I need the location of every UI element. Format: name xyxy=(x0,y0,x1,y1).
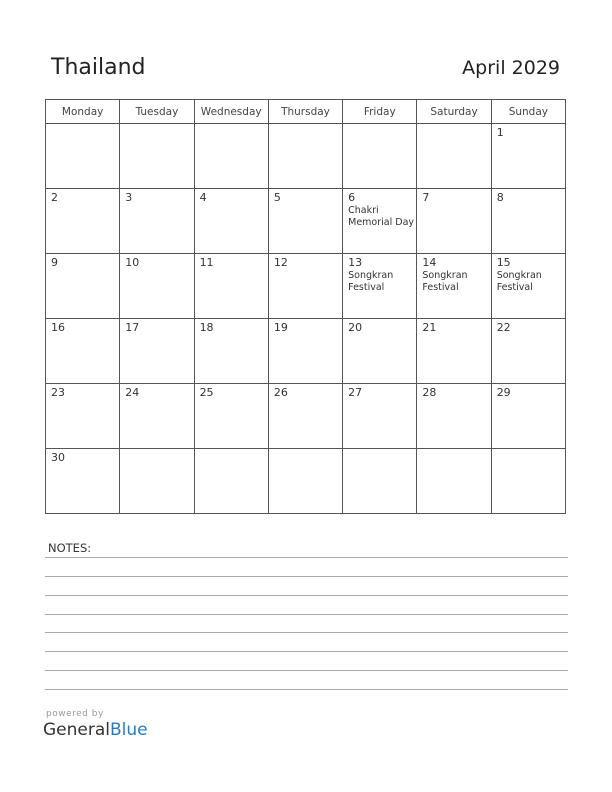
day-cell xyxy=(194,384,268,449)
day-cell xyxy=(268,384,342,449)
holiday-label: Chakri Memorial Day xyxy=(348,205,415,228)
week-row xyxy=(46,319,566,384)
day-cell xyxy=(120,319,194,384)
note-line xyxy=(45,651,568,652)
day-number: 12 xyxy=(273,256,288,269)
day-cell xyxy=(491,254,565,319)
holiday-label: Songkran Festival xyxy=(348,270,394,293)
weekday-wednesday: Wednesday xyxy=(194,100,268,124)
day-number: 3 xyxy=(125,191,133,204)
day-number: 1 xyxy=(496,126,504,139)
day-number: 6 xyxy=(348,191,356,204)
day-number: 17 xyxy=(125,321,140,334)
day-number: 13 xyxy=(348,256,363,269)
calendar-grid xyxy=(45,99,566,514)
day-number: 19 xyxy=(273,321,288,334)
week-row xyxy=(46,449,566,514)
week-row xyxy=(46,189,566,254)
day-cell xyxy=(491,449,565,514)
month-title: April 2029 xyxy=(462,57,560,79)
day-cell xyxy=(491,384,565,449)
day-cell xyxy=(268,449,342,514)
day-number: 7 xyxy=(422,191,430,204)
note-line xyxy=(45,595,568,596)
day-cell xyxy=(268,189,342,254)
day-cell xyxy=(46,384,120,449)
day-cell xyxy=(46,319,120,384)
day-number: 4 xyxy=(199,191,207,204)
day-cell xyxy=(417,384,491,449)
day-cell xyxy=(343,319,417,384)
generalblue-logo xyxy=(43,720,148,740)
day-cell xyxy=(343,189,417,254)
week-row xyxy=(46,124,566,189)
holiday-label: Songkran Festival xyxy=(496,270,542,293)
note-line xyxy=(45,670,568,671)
weekday-tuesday: Tuesday xyxy=(120,100,194,124)
day-cell xyxy=(194,124,268,189)
country-title: Thailand xyxy=(51,55,146,80)
day-cell xyxy=(120,254,194,319)
day-cell xyxy=(194,449,268,514)
day-number: 11 xyxy=(199,256,214,269)
day-number: 5 xyxy=(273,191,281,204)
day-cell xyxy=(417,124,491,189)
weekday-saturday: Saturday xyxy=(417,100,491,124)
day-cell xyxy=(343,384,417,449)
weekday-friday: Friday xyxy=(343,100,417,124)
day-cell xyxy=(491,124,565,189)
day-number: 2 xyxy=(51,191,58,204)
day-number: 20 xyxy=(348,321,363,334)
day-cell xyxy=(120,384,194,449)
day-cell xyxy=(343,449,417,514)
day-cell xyxy=(194,319,268,384)
day-cell xyxy=(46,449,120,514)
day-number: 8 xyxy=(496,191,504,204)
day-cell xyxy=(417,254,491,319)
day-cell xyxy=(343,254,417,319)
day-cell xyxy=(194,254,268,319)
powered-by-text: powered by xyxy=(46,709,104,719)
day-cell xyxy=(491,319,565,384)
day-cell xyxy=(417,449,491,514)
day-cell xyxy=(46,189,120,254)
note-line xyxy=(45,632,568,633)
day-cell xyxy=(417,319,491,384)
day-cell xyxy=(46,254,120,319)
day-number: 10 xyxy=(125,256,140,269)
day-number: 29 xyxy=(496,386,511,399)
notes-label: NOTES: xyxy=(48,541,92,555)
day-cell xyxy=(46,124,120,189)
week-row xyxy=(46,254,566,319)
weekday-sunday: Sunday xyxy=(491,100,565,124)
day-cell xyxy=(268,254,342,319)
day-number: 22 xyxy=(496,321,511,334)
day-cell xyxy=(491,189,565,254)
day-number: 30 xyxy=(51,451,65,464)
day-number: 23 xyxy=(51,386,65,399)
note-line xyxy=(45,557,568,558)
day-cell xyxy=(194,189,268,254)
week-row xyxy=(46,384,566,449)
day-number: 27 xyxy=(348,386,363,399)
brand-part-blue: Blue xyxy=(110,720,148,740)
note-line xyxy=(45,576,568,577)
day-number: 26 xyxy=(273,386,288,399)
day-number: 18 xyxy=(199,321,214,334)
day-cell xyxy=(417,189,491,254)
day-number: 21 xyxy=(422,321,437,334)
day-number: 9 xyxy=(51,256,58,269)
day-cell xyxy=(120,449,194,514)
day-number: 28 xyxy=(422,386,437,399)
day-number: 16 xyxy=(51,321,65,334)
weekday-thursday: Thursday xyxy=(268,100,342,124)
note-line xyxy=(45,689,568,690)
weekday-header-row xyxy=(46,100,566,124)
day-number: 25 xyxy=(199,386,214,399)
day-number: 14 xyxy=(422,256,437,269)
day-cell xyxy=(120,124,194,189)
day-cell xyxy=(268,319,342,384)
note-line xyxy=(45,614,568,615)
day-cell xyxy=(343,124,417,189)
day-cell xyxy=(268,124,342,189)
holiday-label: Songkran Festival xyxy=(422,270,468,293)
day-cell xyxy=(120,189,194,254)
day-number: 24 xyxy=(125,386,140,399)
day-number: 15 xyxy=(496,256,511,269)
weekday-monday: Monday xyxy=(46,100,120,124)
brand-part-general: General xyxy=(43,720,110,740)
